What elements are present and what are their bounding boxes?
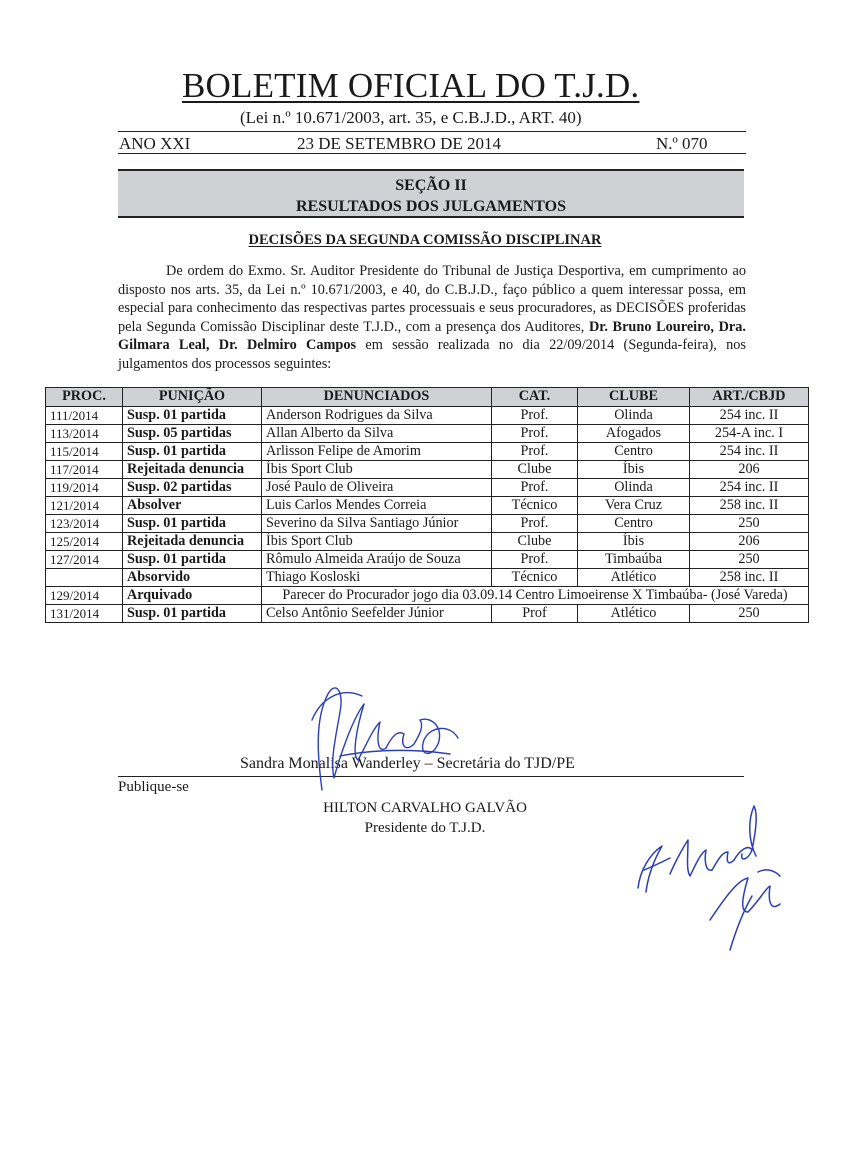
cell-art: 250 [690,605,809,623]
table-row [46,479,809,497]
cell-denunciado: Thiago Kosloski [262,569,492,587]
decisions-title: DECISÕES DA SEGUNDA COMISSÃO DISCIPLINAR [248,232,602,248]
secretary-line: Sandra Monalisa Wanderley – Secretária do TJD/PE [240,755,575,772]
section-header [118,169,744,218]
table-row [46,551,809,569]
cell-denunciado: Íbis Sport Club [262,533,492,551]
cell-art: 254 inc. II [690,407,809,425]
cell-denunciado: Rômulo Almeida Araújo de Souza [262,551,492,569]
cell-denunciado: Arlisson Felipe de Amorim [262,443,492,461]
table-row [46,515,809,533]
cell-clube: Íbis [578,461,690,479]
results-table [45,387,809,623]
table-row [46,569,809,587]
cell-clube: Centro [578,515,690,533]
cell-punicao: Susp. 01 partida [123,515,262,533]
cell-clube: Olinda [578,479,690,497]
cell-clube: Timbaúba [578,551,690,569]
cell-clube: Centro [578,443,690,461]
bulletin-title: BOLETIM OFICIAL DO T.J.D. [182,66,640,105]
cell-punicao: Arquivado [123,587,262,605]
cell-cat: Clube [492,533,578,551]
cell-clube: Afogados [578,425,690,443]
section-number: SEÇÃO II [395,177,467,194]
bulletin-subtitle: (Lei n.º 10.671/2003, art. 35, e C.B.J.D., ART. 40) [240,108,582,127]
issue-number: N.º 070 [656,134,708,153]
cell-art: 206 [690,461,809,479]
cell-denunciado: Luis Carlos Mendes Correia [262,497,492,515]
table-row [46,407,809,425]
table-row [46,533,809,551]
cell-proc: 117/2014 [46,461,123,479]
divider-top [118,131,746,132]
cell-art: 254 inc. II [690,443,809,461]
cell-proc: 121/2014 [46,497,123,515]
cell-proc [46,569,123,587]
cell-denunciado: Celso Antônio Seefelder Júnior [262,605,492,623]
cell-punicao: Susp. 01 partida [123,443,262,461]
cell-denunciado: Severino da Silva Santiago Júnior [262,515,492,533]
cell-punicao: Rejeitada denuncia [123,461,262,479]
cell-punicao: Susp. 01 partida [123,605,262,623]
header-art: ART./CBJD [690,388,809,407]
cell-art: 258 inc. II [690,569,809,587]
table-row [46,443,809,461]
cell-merged-note: Parecer do Procurador jogo dia 03.09.14 Centro Limoeirense X Timbaúba- (José Vareda) [262,587,809,605]
cell-proc: 127/2014 [46,551,123,569]
cell-proc: 125/2014 [46,533,123,551]
section-name: RESULTADOS DOS JULGAMENTOS [296,198,566,215]
cell-cat: Técnico [492,497,578,515]
cell-cat: Prof [492,605,578,623]
cell-proc: 129/2014 [46,587,123,605]
cell-proc: 115/2014 [46,443,123,461]
cell-cat: Prof. [492,551,578,569]
signature-rule [118,776,744,777]
publish-note: Publique-se [118,779,189,795]
cell-denunciado: Anderson Rodrigues da Silva [262,407,492,425]
cell-cat: Prof. [492,407,578,425]
cell-art: 250 [690,551,809,569]
cell-proc: 123/2014 [46,515,123,533]
header-denunciados: DENUNCIADOS [262,388,492,407]
cell-clube: Íbis [578,533,690,551]
cell-punicao: Susp. 01 partida [123,407,262,425]
cell-clube: Atlético [578,605,690,623]
intro-auditors: Dr. Bruno Loureiro, Dra. Gilmara Leal, Dr. Delmiro Campos [118,318,746,354]
table-row [46,461,809,479]
header-cat: CAT. [492,388,578,407]
header-punicao: PUNIÇÃO [123,388,262,407]
cell-cat: Prof. [492,515,578,533]
issue-year: ANO XXI [119,134,191,153]
cell-art: 254-A inc. I [690,425,809,443]
issue-date: 23 DE SETEMBRO DE 2014 [297,134,501,153]
cell-proc: 119/2014 [46,479,123,497]
header-clube: CLUBE [578,388,690,407]
cell-denunciado: José Paulo de Oliveira [262,479,492,497]
cell-cat: Técnico [492,569,578,587]
cell-cat: Prof. [492,425,578,443]
cell-punicao: Rejeitada denuncia [123,533,262,551]
cell-clube: Olinda [578,407,690,425]
cell-proc: 113/2014 [46,425,123,443]
cell-clube: Vera Cruz [578,497,690,515]
president-name: HILTON CARVALHO GALVÃO [323,800,527,816]
cell-denunciado: Allan Alberto da Silva [262,425,492,443]
table-row [46,587,809,605]
cell-art: 258 inc. II [690,497,809,515]
cell-cat: Clube [492,461,578,479]
cell-cat: Prof. [492,443,578,461]
divider-bottom [118,153,746,154]
table-header-row [46,388,809,407]
cell-art: 250 [690,515,809,533]
cell-punicao: Susp. 02 partidas [123,479,262,497]
cell-clube: Atlético [578,569,690,587]
cell-punicao: Absorvido [123,569,262,587]
cell-punicao: Susp. 01 partida [123,551,262,569]
cell-proc: 131/2014 [46,605,123,623]
table-row [46,425,809,443]
cell-art: 254 inc. II [690,479,809,497]
cell-punicao: Absolver [123,497,262,515]
intro-text-part1: De ordem do Exmo. Sr. Auditor Presidente do Tribunal de Justiça Desportiva, em cumprimento ao disposto nos arts. 35, da Lei n.º 10.671/2003, e 40, do C.B.J.D., faço público a quem interessar possa, em especial para conhecimento das respectivas partes processuais e seus procuradores, as DECISÕES proferidas pela Segunda Comissão Disciplinar deste T.J.D., com a presença dos Auditores, [118,263,746,335]
secretary-signature-icon [300,660,480,800]
intro-text-part2: em sessão realizada no dia 22/09/2014 (Segunda-feira), nos julgamentos dos processos seguintes: [118,337,746,372]
cell-denunciado: Íbis Sport Club [262,461,492,479]
cell-cat: Prof. [492,479,578,497]
header-proc: PROC. [46,388,123,407]
president-title: Presidente do T.J.D. [364,820,486,836]
cell-art: 206 [690,533,809,551]
cell-punicao: Susp. 05 partidas [123,425,262,443]
intro-paragraph [118,262,746,374]
cell-proc: 111/2014 [46,407,123,425]
table-row [46,497,809,515]
table-row [46,605,809,623]
